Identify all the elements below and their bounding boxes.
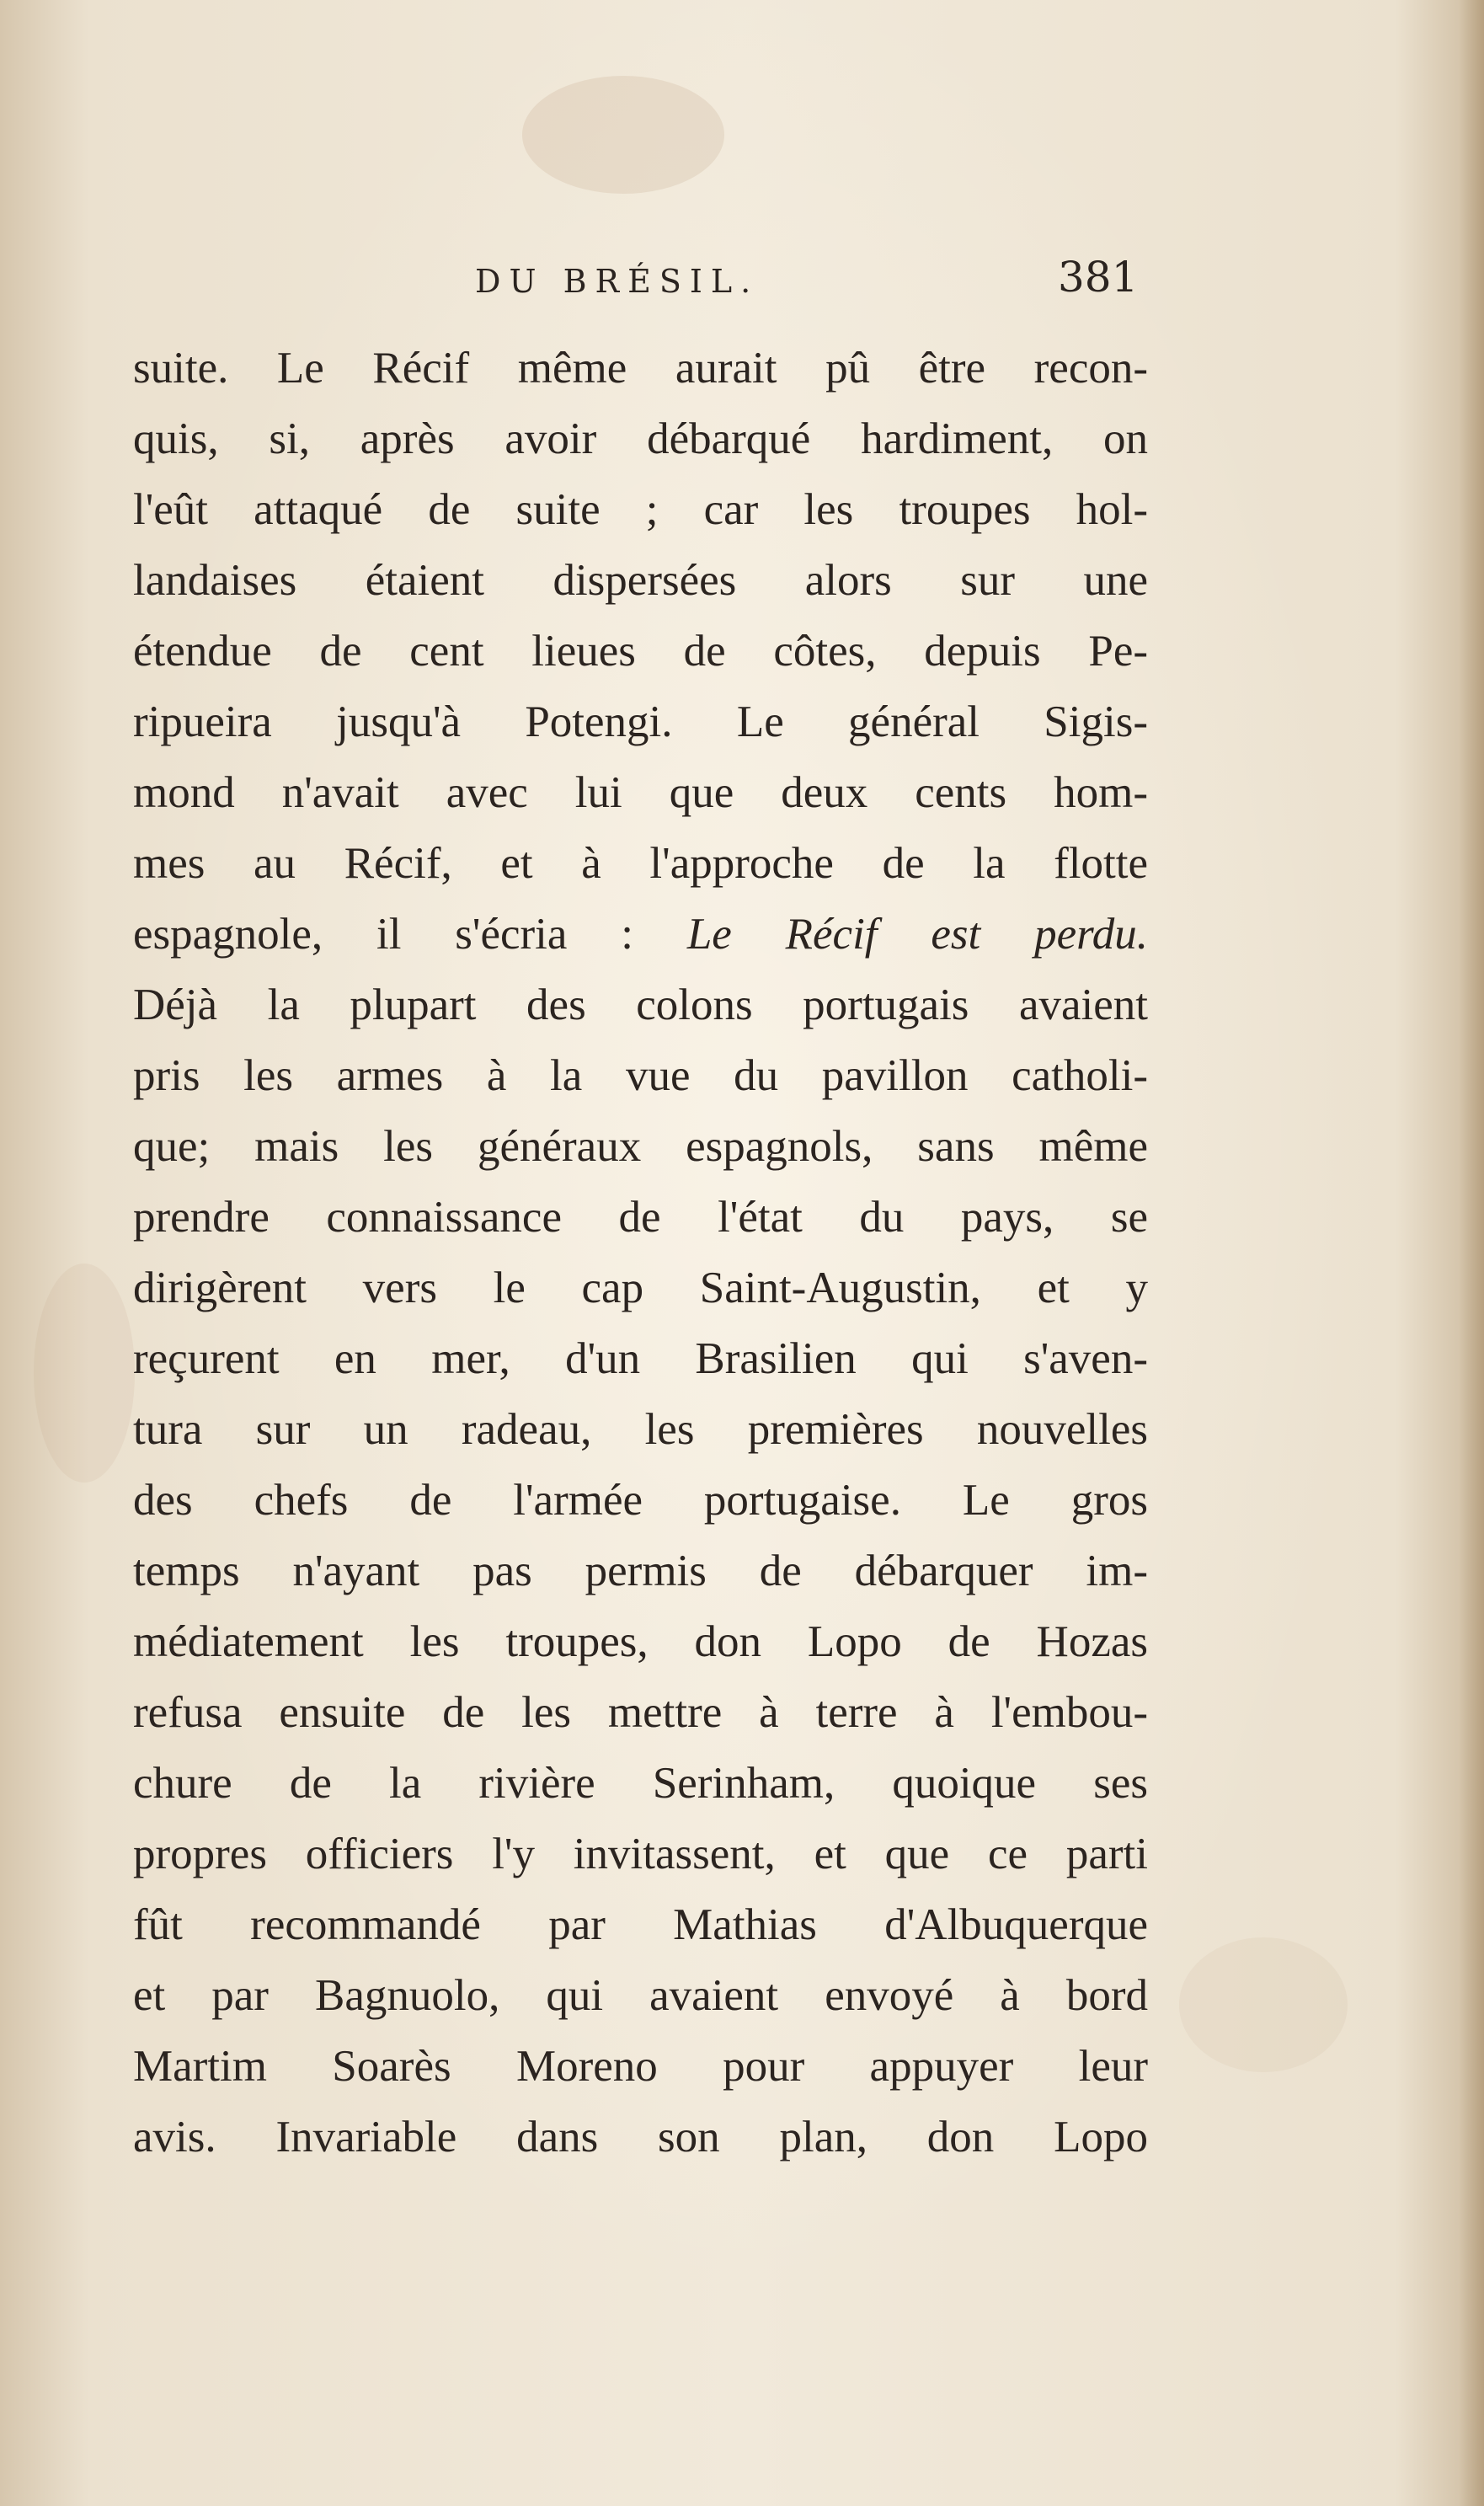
page-header — [135, 253, 1145, 320]
paper-stain — [522, 76, 724, 194]
text-line: Déjà la plupart des colons portugais avaient — [133, 980, 1148, 1029]
text-line: fût recommandé par Mathias d'Albuquerque — [133, 1900, 1148, 1949]
text-line: ripueira jusqu'à Potengi. Le général Sigis- — [133, 697, 1148, 746]
text-line: que; mais les généraux espagnols, sans même — [133, 1122, 1148, 1171]
text-line-with-quote — [133, 899, 1148, 970]
text-line: tura sur un radeau, les premières nouvelles — [133, 1405, 1148, 1454]
text-line: reçurent en mer, d'un Brasilien qui s'aven- — [133, 1334, 1148, 1383]
text-line: quis, si, après avoir débarqué hardiment, on — [133, 414, 1148, 463]
text-line: avis. Invariable dans son plan, don Lopo — [133, 2113, 1148, 2161]
text-line-start: espagnole, il s'écria : — [133, 910, 633, 959]
text-line: refusa ensuite de les mettre à terre à l'embou- — [133, 1688, 1148, 1737]
text-line: des chefs de l'armée portugaise. Le gros — [133, 1476, 1148, 1525]
text-line: prendre connaissance de l'état du pays, se — [133, 1193, 1148, 1242]
text-line: médiatement les troupes, don Lopo de Hozas — [133, 1617, 1148, 1666]
text-line: landaises étaient dispersées alors sur une — [133, 556, 1148, 605]
italic-quote: Le Récif est perdu. — [686, 910, 1149, 959]
text-line: l'eût attaqué de suite ; car les troupes hol- — [133, 485, 1148, 534]
running-title: DU BRÉSIL. — [475, 263, 760, 300]
paper-stain — [34, 1264, 135, 1483]
text-line: propres officiers l'y invitassent, et que ce parti — [133, 1830, 1148, 1878]
text-line: mes au Récif, et à l'approche de la flotte — [133, 839, 1148, 888]
text-line: mond n'avait avec lui que deux cents hom- — [133, 768, 1148, 817]
text-line: Martim Soarès Moreno pour appuyer leur — [133, 2042, 1148, 2091]
text-line: dirigèrent vers le cap Saint-Augustin, et y — [133, 1264, 1148, 1312]
text-line: chure de la rivière Serinham, quoique ses — [133, 1759, 1148, 1808]
text-line: temps n'ayant pas permis de débarquer im- — [133, 1547, 1148, 1595]
text-line: étendue de cent lieues de côtes, depuis Pe- — [133, 627, 1148, 676]
body-text — [133, 333, 1148, 2172]
paper-stain — [1179, 1937, 1348, 2072]
text-line: et par Bagnuolo, qui avaient envoyé à bord — [133, 1971, 1148, 2020]
page-number: 381 — [1058, 253, 1139, 302]
text-line: pris les armes à la vue du pavillon catholi- — [133, 1051, 1148, 1100]
text-line: suite. Le Récif même aurait pû être recon- — [133, 344, 1148, 393]
page-edge-shadow — [1459, 0, 1484, 2506]
